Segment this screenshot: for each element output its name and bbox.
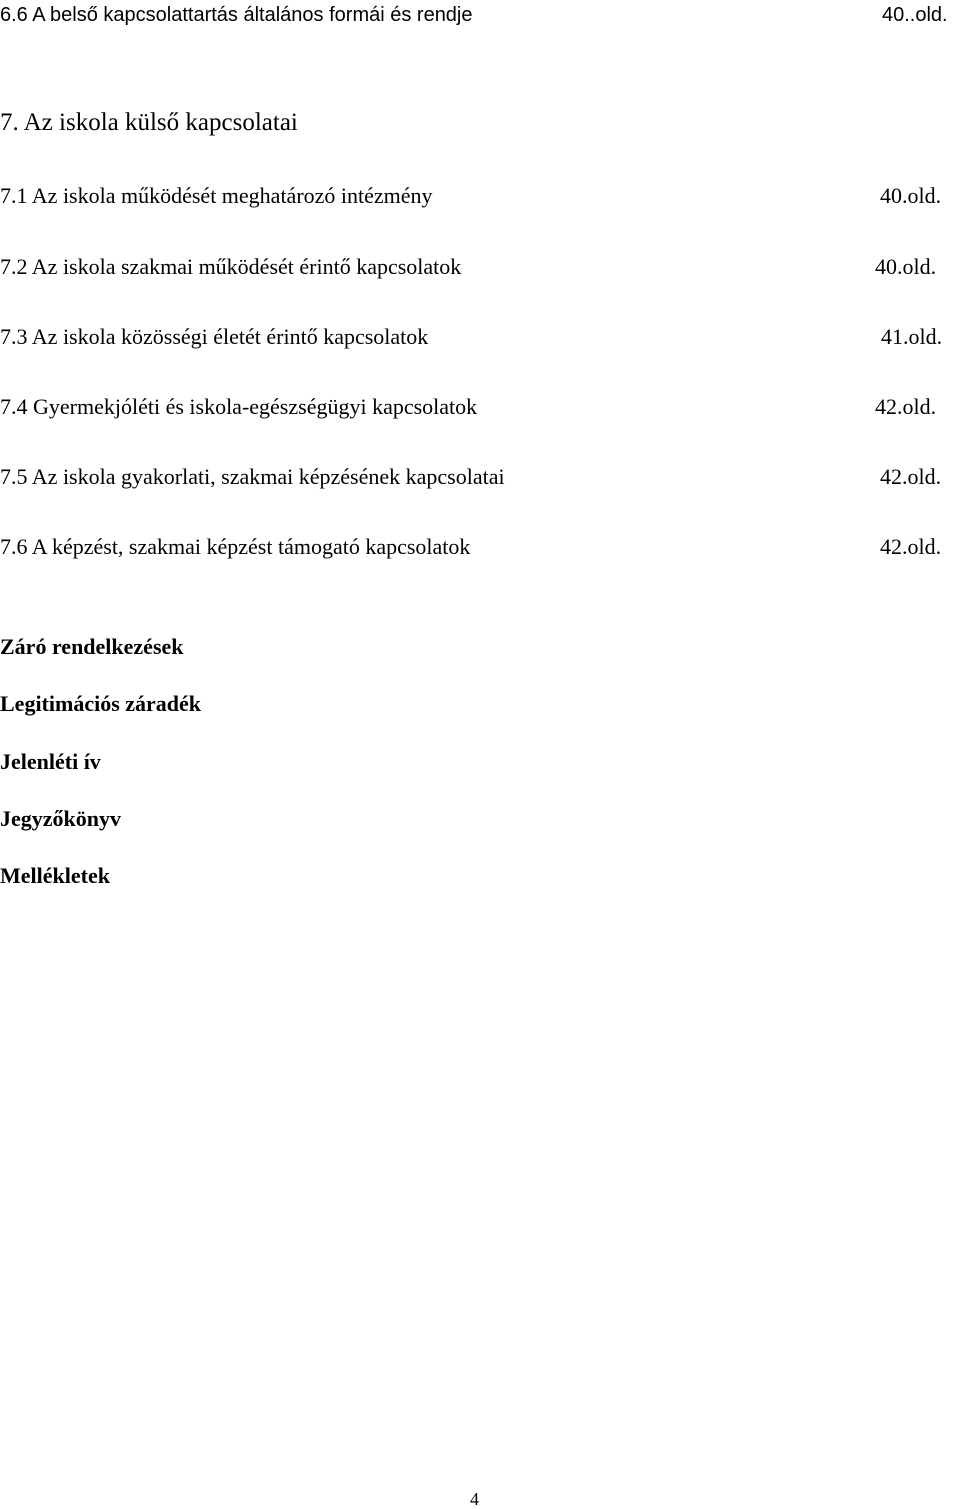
closing-item-legitimacios-zaradek: Legitimációs záradék <box>0 691 202 716</box>
closing-item-mellekletek: Mellékletek <box>0 863 110 888</box>
toc-entry-page: 40.old. <box>880 183 942 208</box>
toc-entry-page: 42.old. <box>880 464 942 489</box>
toc-entry-page: 42.old. <box>875 394 937 419</box>
closing-item-zaro-rendelkezesek: Záró rendelkezések <box>0 634 184 659</box>
toc-entry-title: 7.5 Az iskola gyakorlati, szakmai képzésének kapcsolatai <box>0 464 505 489</box>
page-number: 4 <box>470 1489 479 1509</box>
toc-entry-page: 41.old. <box>881 324 943 349</box>
toc-entry-page: 40..old. <box>882 4 948 26</box>
toc-entry-title: 7.6 A képzést, szakmai képzést támogató kapcsolatok <box>0 534 471 559</box>
toc-entry-title: 7.3 Az iskola közösségi életét érintő kapcsolatok <box>0 324 429 349</box>
closing-item-jelenleti-iv: Jelenléti ív <box>0 749 101 774</box>
toc-entry-title: 7.2 Az iskola szakmai működését érintő kapcsolatok <box>0 254 462 279</box>
toc-entry-page: 42.old. <box>880 534 942 559</box>
toc-entry-title: 6.6 A belső kapcsolattartás általános formái és rendje <box>0 4 473 26</box>
toc-entry-title: 7.1 Az iskola működését meghatározó intézmény <box>0 183 433 208</box>
toc-entry-title: 7.4 Gyermekjóléti és iskola-egészségügyi kapcsolatok <box>0 394 478 419</box>
section-7-heading: 7. Az iskola külső kapcsolatai <box>0 109 298 136</box>
toc-entry-page: 40.old. <box>875 254 937 279</box>
closing-item-jegyzokonyv: Jegyzőkönyv <box>0 806 121 831</box>
